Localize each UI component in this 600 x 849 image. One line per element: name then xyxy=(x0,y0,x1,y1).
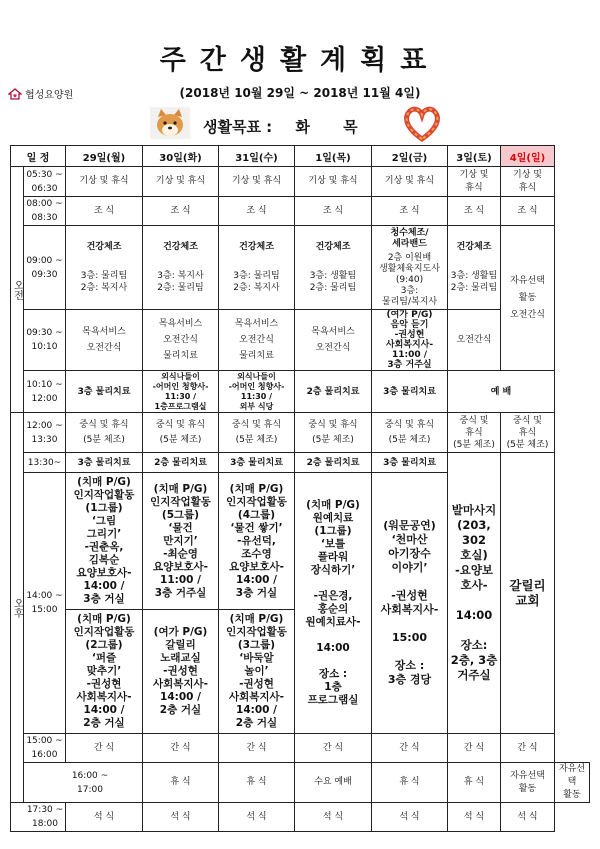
date-range: (2018년 10월 29일 ~ 2018년 11월 4일) xyxy=(179,86,421,100)
activity-title: 청수체조/ 세라밴드 xyxy=(390,227,429,249)
time-cell: 10:10 ~ 12:00 xyxy=(24,371,66,413)
house-heart-icon xyxy=(8,88,22,100)
schedule-cell: (여가 P/G) 갈릴리 노래교실 -권성현 사회복지사- 14:00 / 2층 거실 xyxy=(143,610,219,734)
schedule-cell: 기상 및 휴식 xyxy=(219,167,295,197)
activity-title: 건강체조 xyxy=(315,242,351,252)
schedule-cell: 목욕서비스 오전간식 물리치료 xyxy=(143,310,219,371)
activity-title: 건강체조 xyxy=(86,242,122,252)
schedule-cell xyxy=(66,226,143,310)
schedule-cell: 2층 물리치료 xyxy=(143,453,219,473)
schedule-cell xyxy=(448,226,501,310)
day-header: 31일(수) xyxy=(219,146,295,167)
schedule-cell: 2층 물리치료 xyxy=(295,453,372,473)
schedule-cell: 조 식 xyxy=(372,197,448,226)
schedule-cell: 간 식 xyxy=(219,734,295,763)
schedule-cell: 기상 및 휴식 xyxy=(372,167,448,197)
schedule-cell: 3층 물리치료 xyxy=(219,453,295,473)
schedule-cell: 목욕서비스 오전간식 물리치료 xyxy=(219,310,295,371)
activity-detail: 3층: 물리팀 2층: 복지사 xyxy=(233,271,280,293)
org-logo xyxy=(8,86,73,101)
day-header: 30일(화) xyxy=(143,146,219,167)
activity-detail: 3층: 생활팀 2층: 물리팀 xyxy=(309,271,357,293)
time-cell: 14:00 ~ 15:00 xyxy=(24,473,66,734)
schedule-cell: 중식 및 휴식 (5분 체조) xyxy=(143,413,219,453)
time-cell: 16:00 ~ 17:00 xyxy=(24,763,143,803)
table-row xyxy=(11,371,590,413)
time-cell: 13:30~ xyxy=(24,453,66,473)
schedule-cell: 외식나들이 -어머인 청향사- 11:30 / 외부 식당 xyxy=(219,371,295,413)
activity-title: 건강체조 xyxy=(163,242,198,252)
shiba-dog-icon xyxy=(150,107,190,139)
goal-value: 화 목 xyxy=(295,118,372,136)
life-goal xyxy=(203,116,372,137)
schedule-cell: 휴 식 xyxy=(143,763,219,803)
schedule-cell: 3층 물리치료 xyxy=(372,371,448,413)
schedule-cell: 중식 및 휴식 (5분 체조) xyxy=(219,413,295,453)
schedule-cell: 중식 및 휴식 (5분 체조) xyxy=(501,413,555,453)
table-row xyxy=(11,167,590,197)
schedule-cell: 석 식 xyxy=(219,803,295,832)
schedule-cell: (치매 P/G) 인지작업활동 (3그룹) ‘바둑알 놀이’ -권성현 사회복지사- 14:00 / 2층 거실 xyxy=(219,610,295,734)
schedule-cell: (여가 P/G) 음악 듣기 -권성현 사회복지사- 11:00 / 3층 거주실 xyxy=(372,310,448,371)
table-row xyxy=(11,413,590,453)
schedule-cell: 기상 및 휴식 xyxy=(448,167,501,197)
time-cell: 09:30 ~ 10:10 xyxy=(24,310,66,371)
schedule-cell-saturday-afternoon: 발마사지 (203, 302 호실) -요양보 호사- 14:00 장소: 2층, 3층 거주실 xyxy=(448,453,501,734)
schedule-cell: 중식 및 휴식 (5분 체조) xyxy=(372,413,448,453)
schedule-cell: 휴 식 xyxy=(219,763,295,803)
schedule-cell xyxy=(219,226,295,310)
day-header: 2일(금) xyxy=(372,146,448,167)
schedule-cell: 3층 물리치료 xyxy=(66,371,143,413)
schedule-cell: 간 식 xyxy=(295,734,372,763)
schedule-cell: 3층 물리치료 xyxy=(66,453,143,473)
schedule-cell: 휴 식 xyxy=(448,763,501,803)
period-afternoon: 오후 xyxy=(11,413,24,803)
day-header: 29일(월) xyxy=(66,146,143,167)
activity-detail: 3층: 복지사 2층: 물리팀 xyxy=(157,271,204,293)
schedule-cell: (치매 P/G) 인지작업활동 (2그룹) ‘퍼즐 맞추기’ -권성현 사회복지사- 14:00 / 2층 거실 xyxy=(66,610,143,734)
schedule-cell xyxy=(372,226,448,310)
schedule-cell: 자유선택 활동 xyxy=(501,763,555,803)
schedule-cell: 석 식 xyxy=(295,803,372,832)
activity-detail: 3층: 생활팀 2층: 물리팀 xyxy=(450,271,498,293)
schedule-cell-sunday-morning: 자유선택 활동 오전간식 xyxy=(501,226,555,371)
weekly-schedule-table xyxy=(10,145,590,832)
schedule-cell xyxy=(143,226,219,310)
schedule-cell: (치매 P/G) 인지작업활동 (1그룹) ‘그림 그리기’ -권춘옥, 김복순 요양보호사- 14:00 / 3층 거실 xyxy=(66,473,143,610)
schedule-cell-sunday-afternoon: 갈릴리 교회 xyxy=(501,453,555,734)
schedule-cell: 기상 및 휴식 xyxy=(295,167,372,197)
header-row xyxy=(11,146,590,167)
table-row xyxy=(11,734,590,763)
schedule-cell: 기상 및 휴식 xyxy=(501,167,555,197)
schedule-cell-friday-afternoon: (워문공연) ‘천마산 아기장수 이야기’ -권성현 사회복지사- 15:00 장소 : 3층 경당 xyxy=(372,473,448,734)
day-header: 1일(목) xyxy=(295,146,372,167)
schedule-cell: 기상 및 휴식 xyxy=(143,167,219,197)
activity-detail: 2층 이원배 생활체육지도사 (9:40) 3층: 물리팀/복지사 xyxy=(379,252,440,307)
schedule-cell-thursday-afternoon: (치매 P/G) 원예치료 (1그룹) ‘보틀 플라워 장식하기’ -권은경, 홍순의 원예치료사- 14:00 장소 : 1층 프로그램실 xyxy=(295,473,372,734)
time-cell: 09:00 ~ 09:30 xyxy=(24,226,66,310)
org-name: 협성요양원 xyxy=(25,90,74,101)
schedule-cell: 조 식 xyxy=(501,197,555,226)
schedule-cell: (치매 P/G) 인지작업활동 (5그룹) ‘물건 만지기’ -최순영 요양보호사- 11:00 / 3층 거주실 xyxy=(143,473,219,610)
activity-title: 건강체조 xyxy=(239,242,274,252)
time-cell: 15:00 ~ 16:00 xyxy=(24,734,66,763)
schedule-cell: 오전간식 xyxy=(448,310,501,371)
flower-heart-icon xyxy=(403,106,441,142)
schedule-cell: 휴 식 xyxy=(372,763,448,803)
table-row xyxy=(11,226,590,310)
schedule-cell: 중식 및 휴식 (5분 체조) xyxy=(448,413,501,453)
time-cell: 05:30 ~ 06:30 xyxy=(24,167,66,197)
schedule-cell: 조 식 xyxy=(219,197,295,226)
table-row xyxy=(11,453,590,473)
schedule-cell: 간 식 xyxy=(448,734,501,763)
schedule-cell: 석 식 xyxy=(501,803,555,832)
schedule-cell: 목욕서비스 오전간식 xyxy=(295,310,372,371)
goal-label: 생활목표 : xyxy=(203,118,273,136)
schedule-cell: 기상 및 휴식 xyxy=(66,167,143,197)
schedule-cell: 중식 및 휴식 (5분 체조) xyxy=(66,413,143,453)
schedule-cell: 2층 물리치료 xyxy=(295,371,372,413)
schedule-cell xyxy=(295,226,372,310)
schedule-cell: 석 식 xyxy=(372,803,448,832)
schedule-cell: 조 식 xyxy=(66,197,143,226)
period-morning: 오전 xyxy=(11,167,24,413)
period-header: 일 정 xyxy=(11,146,66,167)
table-row xyxy=(11,803,590,832)
activity-detail: 3층: 물리팀 2층: 복지사 xyxy=(80,271,128,293)
schedule-cell: (치매 P/G) 인지작업활동 (4그룹) ‘물건 쌓기’ -유선덕, 조수영 요양보호사- 14:00 / 3층 거실 xyxy=(219,473,295,610)
schedule-cell: 석 식 xyxy=(143,803,219,832)
time-cell: 08:00 ~ 08:30 xyxy=(24,197,66,226)
schedule-cell: 간 식 xyxy=(143,734,219,763)
activity-title: 건강체조 xyxy=(456,242,492,252)
schedule-cell: 자유선택 활동 xyxy=(555,763,590,803)
schedule-cell: 간 식 xyxy=(66,734,143,763)
table-row xyxy=(11,763,590,803)
time-cell: 17:30 ~ 18:00 xyxy=(11,803,66,832)
day-header-sunday: 4일(일) xyxy=(501,146,555,167)
schedule-cell: 예 배 xyxy=(448,371,555,413)
schedule-cell: 조 식 xyxy=(143,197,219,226)
time-cell: 12:00 ~ 13:30 xyxy=(24,413,66,453)
schedule-cell: 간 식 xyxy=(501,734,555,763)
schedule-cell: 중식 및 휴식 (5분 체조) xyxy=(295,413,372,453)
day-header: 3일(토) xyxy=(448,146,501,167)
schedule-cell: 조 식 xyxy=(448,197,501,226)
schedule-cell: 간 식 xyxy=(372,734,448,763)
table-row xyxy=(11,197,590,226)
schedule-cell: 석 식 xyxy=(66,803,143,832)
schedule-cell: 외식나들이 -어머인 청향사- 11:30 / 1층프로그램실 xyxy=(143,371,219,413)
schedule-cell: 목욕서비스 오전간식 xyxy=(66,310,143,371)
schedule-cell: 조 식 xyxy=(295,197,372,226)
page-title: 주간생활계획표 xyxy=(159,45,441,76)
schedule-cell: 석 식 xyxy=(448,803,501,832)
schedule-cell: 3층 물리치료 xyxy=(372,453,448,473)
schedule-cell: 수요 예배 xyxy=(295,763,372,803)
